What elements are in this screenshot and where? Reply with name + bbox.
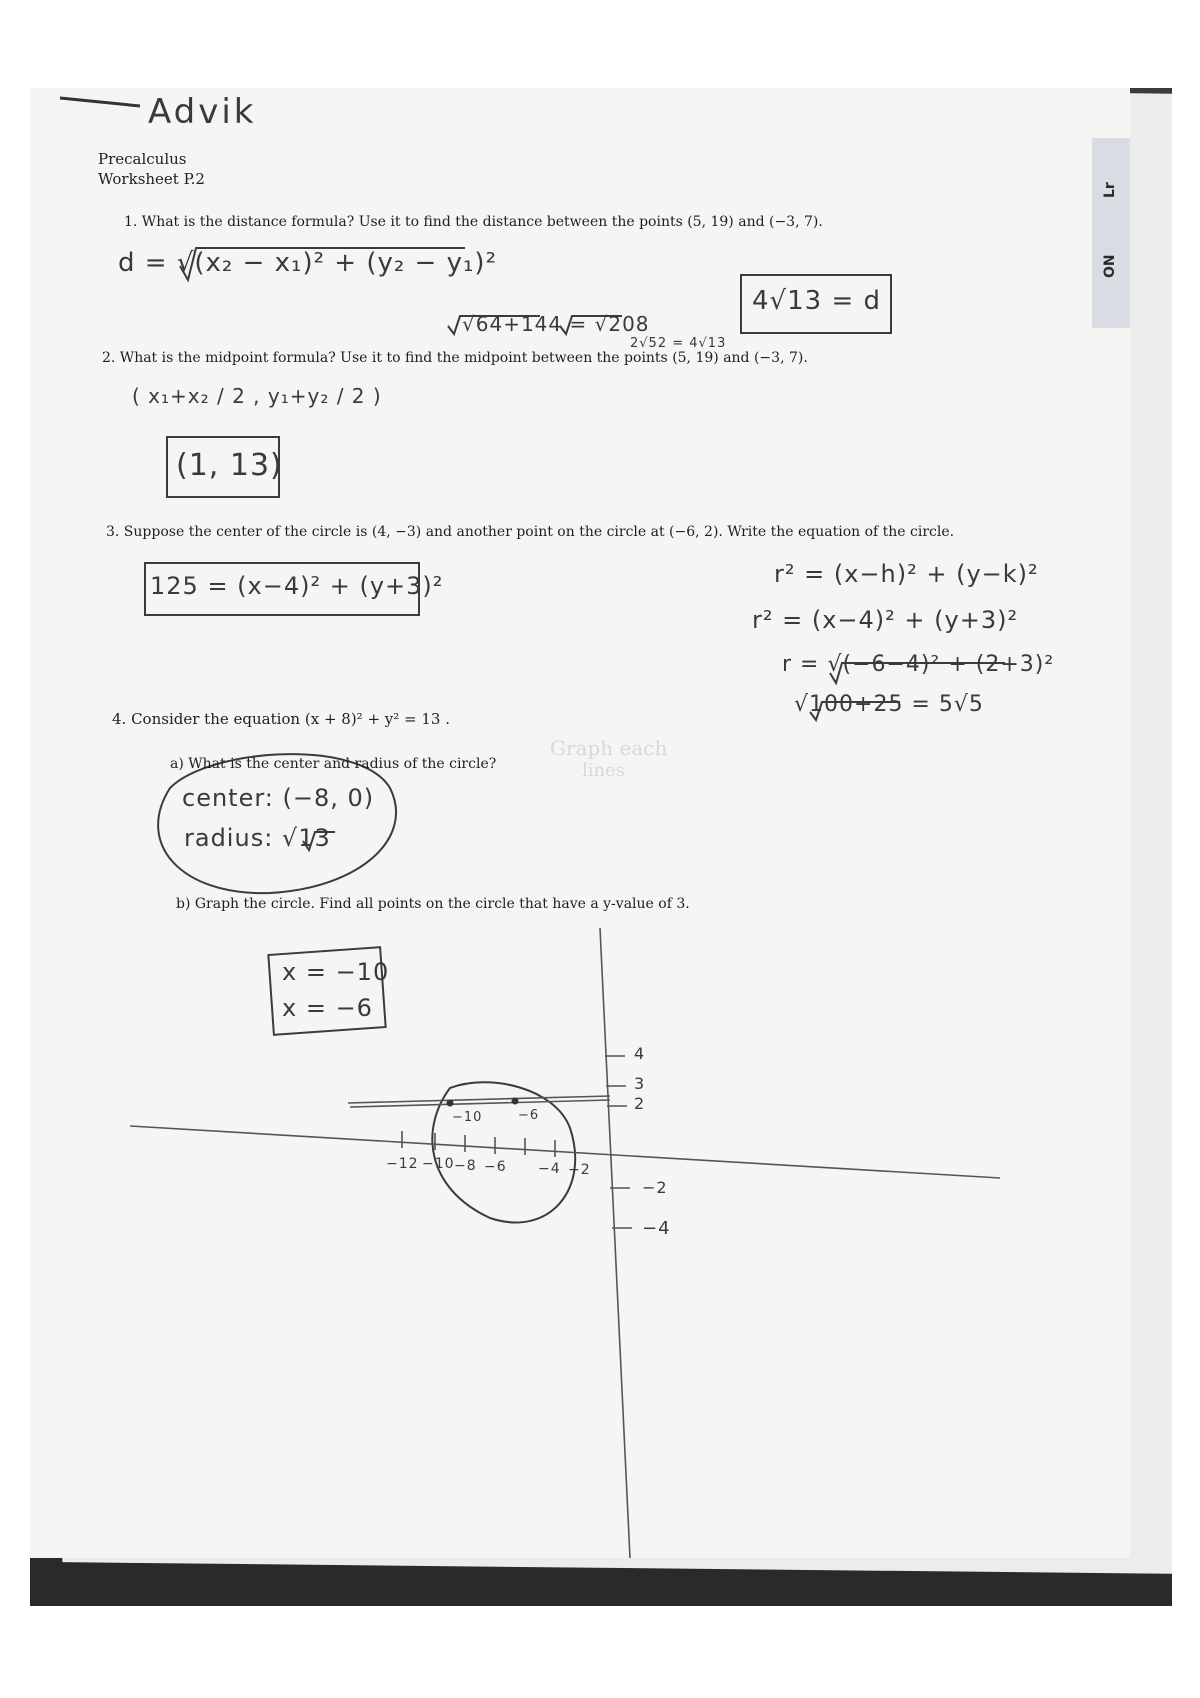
- handwriting-overlay: [30, 88, 1130, 1558]
- course-title: Precalculus: [98, 150, 187, 168]
- x-tick-label: −8: [454, 1158, 477, 1174]
- side-tab-label: ON: [1102, 254, 1118, 278]
- q4a-radius: radius: √13: [184, 824, 331, 852]
- photo-background: [30, 88, 1172, 1606]
- worksheet-title: Worksheet P.2: [98, 170, 205, 188]
- q3-work-line: r² = (x−4)² + (y+3)²: [752, 606, 1019, 634]
- x-tick-label: −10: [422, 1156, 455, 1172]
- q1-simplify: 2√52 = 4√13: [630, 336, 727, 351]
- question-2-text: 2. What is the midpoint formula? Use it to find the midpoint between the points (5, 19) and (−3, 7).: [102, 350, 808, 366]
- y-tick-label: 4: [634, 1044, 646, 1063]
- worksheet-page: [30, 88, 1130, 1558]
- q2-midpoint-formula: ( x₁+x₂ / 2 , y₁+y₂ / 2 ): [132, 384, 382, 408]
- q4b-answer: x = −6: [282, 994, 373, 1022]
- q4b-answer: x = −10: [282, 958, 390, 986]
- bleed-through-text: Graph each: [550, 736, 668, 760]
- y-tick-label: −2: [642, 1178, 668, 1197]
- q3-work-line: r² = (x−h)² + (y−k)²: [774, 560, 1039, 588]
- y-tick-label: 2: [634, 1094, 646, 1113]
- q2-answer: (1, 13): [176, 448, 283, 483]
- y-tick-label: 3: [634, 1074, 646, 1093]
- question-4a-text: a) What is the center and radius of the circle?: [170, 756, 497, 772]
- q1-distance-formula: d = √(x₂ − x₁)² + (y₂ − y₁)²: [118, 248, 497, 278]
- q4a-center: center: (−8, 0): [182, 784, 375, 812]
- x-tick-label: −2: [568, 1162, 591, 1178]
- q3-answer: 125 = (x−4)² + (y+3)²: [150, 572, 444, 600]
- q3-work-line: √100+25 = 5√5: [794, 692, 984, 717]
- q1-answer: 4√13 = d: [752, 286, 882, 316]
- x-tick-label: −6: [484, 1159, 507, 1175]
- q3-work-line: r = √(−6−4)² + (2+3)²: [782, 652, 1055, 677]
- circle-point-label: −6: [518, 1108, 540, 1123]
- y-tick-label: −4: [642, 1218, 671, 1239]
- question-4-text: 4. Consider the equation (x + 8)² + y² = 13 .: [112, 710, 451, 728]
- question-4b-text: b) Graph the circle. Find all points on the circle that have a y-value of 3.: [176, 896, 690, 912]
- circle-point-label: −10: [452, 1110, 483, 1125]
- x-tick-label: −4: [538, 1161, 561, 1177]
- side-tab-label: Lr: [1102, 182, 1118, 198]
- q1-work: √64+144 = √208: [462, 312, 650, 336]
- question-3-text: 3. Suppose the center of the circle is (4, −3) and another point on the circle at (−6, 2). Write the equation of the circle.: [106, 524, 955, 540]
- student-name: Advik: [148, 92, 257, 132]
- x-tick-label: −12: [386, 1156, 419, 1172]
- bleed-through-text: lines: [582, 760, 625, 781]
- question-1-text: 1. What is the distance formula? Use it to find the distance between the points (5, 19) and (−3, 7).: [124, 214, 823, 230]
